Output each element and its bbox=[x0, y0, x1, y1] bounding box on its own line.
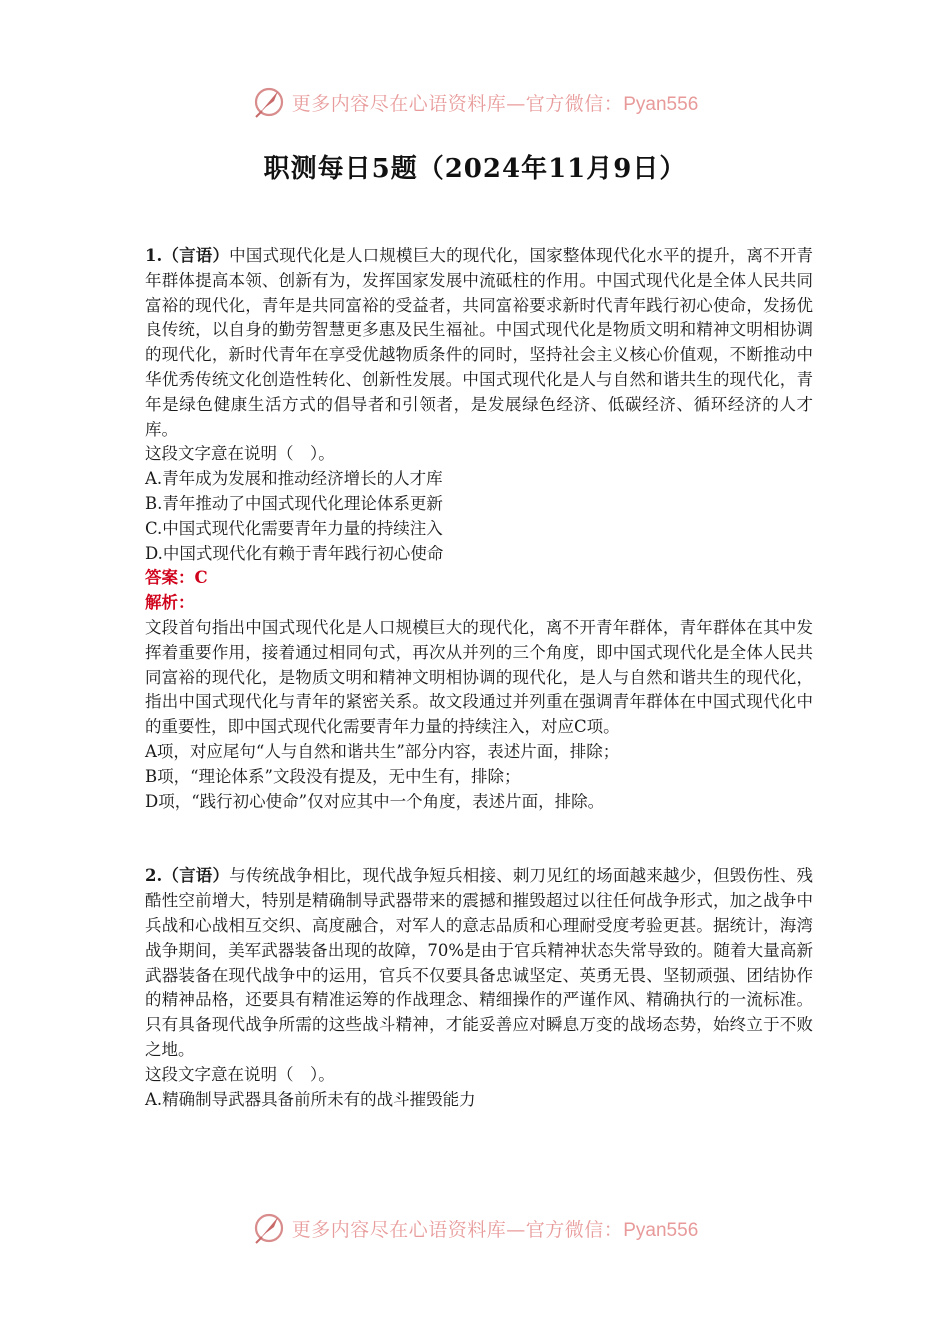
document-body bbox=[145, 244, 813, 1112]
passage-text: 与传统战争相比，现代战争短兵相接、刺刀见红的场面越来越少，但毁伤性、残酷性空前增大，特别是精确制导武器带来的震撼和摧毁超过以往任何战争形式，加之战争中兵战和心战相互交织、高度融合，对军人的意志品质和心理耐受度考验更甚。据统计，海湾战争期间，美军武器装备出现的故障，70%是由于官兵精神状态失常导致的。随着大量高新武器装备在现代战争中的运用，官兵不仅要具备忠诚坚定、英勇无畏、坚韧顽强、团结协作的精神品格，还要具有精准运筹的作战理念、精细操作的严谨作风、精确执行的一流标准。只有具备现代战争所需的这些战斗精神，才能妥善应对瞬息万变的战场态势，始终立于不败之地。 bbox=[145, 866, 814, 1059]
question-number: 2. bbox=[145, 866, 163, 886]
watermark-text: 更多内容尽在心语资料库—官方微信：Pyan556 bbox=[291, 1218, 699, 1241]
spacer bbox=[145, 814, 813, 864]
question-tag: （言语） bbox=[162, 246, 230, 265]
option-b: B.青年推动了中国式现代化理论体系更新 bbox=[145, 493, 443, 513]
analysis-note-b: B项，“理论体系”文段没有提及，无中生有，排除； bbox=[145, 766, 521, 786]
watermark-top bbox=[0, 82, 950, 122]
question-passage bbox=[145, 864, 813, 1062]
question-tag: （言语） bbox=[162, 866, 230, 886]
option-a: A.精确制导武器具备前所未有的战斗摧毁能力 bbox=[145, 1089, 476, 1109]
question-passage bbox=[145, 244, 813, 442]
watermark-text: 更多内容尽在心语资料库—官方微信：Pyan556 bbox=[291, 92, 699, 115]
answer-label: 答案：C bbox=[145, 568, 208, 588]
question-1 bbox=[145, 244, 813, 814]
option-a: A.青年成为发展和推动经济增长的人才库 bbox=[145, 469, 443, 489]
question-number: 1. bbox=[145, 246, 163, 265]
quill-logo-icon bbox=[252, 1211, 286, 1245]
question-prompt: 这段文字意在说明（ ）。 bbox=[145, 444, 335, 464]
analysis-note-a: A项，对应尾句“人与自然和谐共生”部分内容，表述片面，排除； bbox=[145, 741, 620, 761]
analysis-text: 文段首句指出中国式现代化是人口规模巨大的现代化，离不开青年群体，青年群体在其中发挥着重要作用，接着通过相同句式，再次从并列的三个角度，即中国式现代化是全体人民共同富裕的现代化，是物质文明和精神文明相协调的现代化，是人与自然和谐共生的现代化，指出中国式现代化与青年的紧密关系。故文段通过并列重在强调青年群体在中国式现代化中的重要性，即中国式现代化需要青年力量的持续注入，对应C项。 bbox=[145, 617, 813, 737]
quill-logo-icon bbox=[252, 85, 286, 119]
watermark-bottom bbox=[0, 1208, 950, 1248]
option-c: C.中国式现代化需要青年力量的持续注入 bbox=[145, 518, 443, 538]
analysis-note-d: D项，“践行初心使命”仅对应其中一个角度，表述片面，排除。 bbox=[145, 791, 605, 811]
page-title: 职测每日5题（2024年11月9日） bbox=[263, 154, 687, 184]
analysis-label: 解析： bbox=[145, 593, 195, 613]
passage-text: 中国式现代化是人口规模巨大的现代化，国家整体现代化水平的提升，离不开青年群体提高本领、创新有为，发挥国家发展中流砥柱的作用。中国式现代化是全体人民共同富裕的现代化，青年是共同富裕的受益者，共同富裕要求新时代青年践行初心使命，发扬优良传统，以自身的勤劳智慧更多惠及民生福祉。中国式现代化是物质文明和精神文明相协调的现代化，新时代青年在享受优越物质条件的同时，坚持社会主义核心价值观，不断推动中华优秀传统文化创造性转化、创新性发展。中国式现代化是人与自然和谐共生的现代化，青年是绿色健康生活方式的倡导者和引领者，是发展绿色经济、低碳经济、循环经济的人才库。 bbox=[145, 246, 814, 439]
option-d: D.中国式现代化有赖于青年践行初心使命 bbox=[145, 543, 444, 563]
question-prompt: 这段文字意在说明（ ）。 bbox=[145, 1064, 335, 1084]
question-2 bbox=[145, 864, 813, 1112]
